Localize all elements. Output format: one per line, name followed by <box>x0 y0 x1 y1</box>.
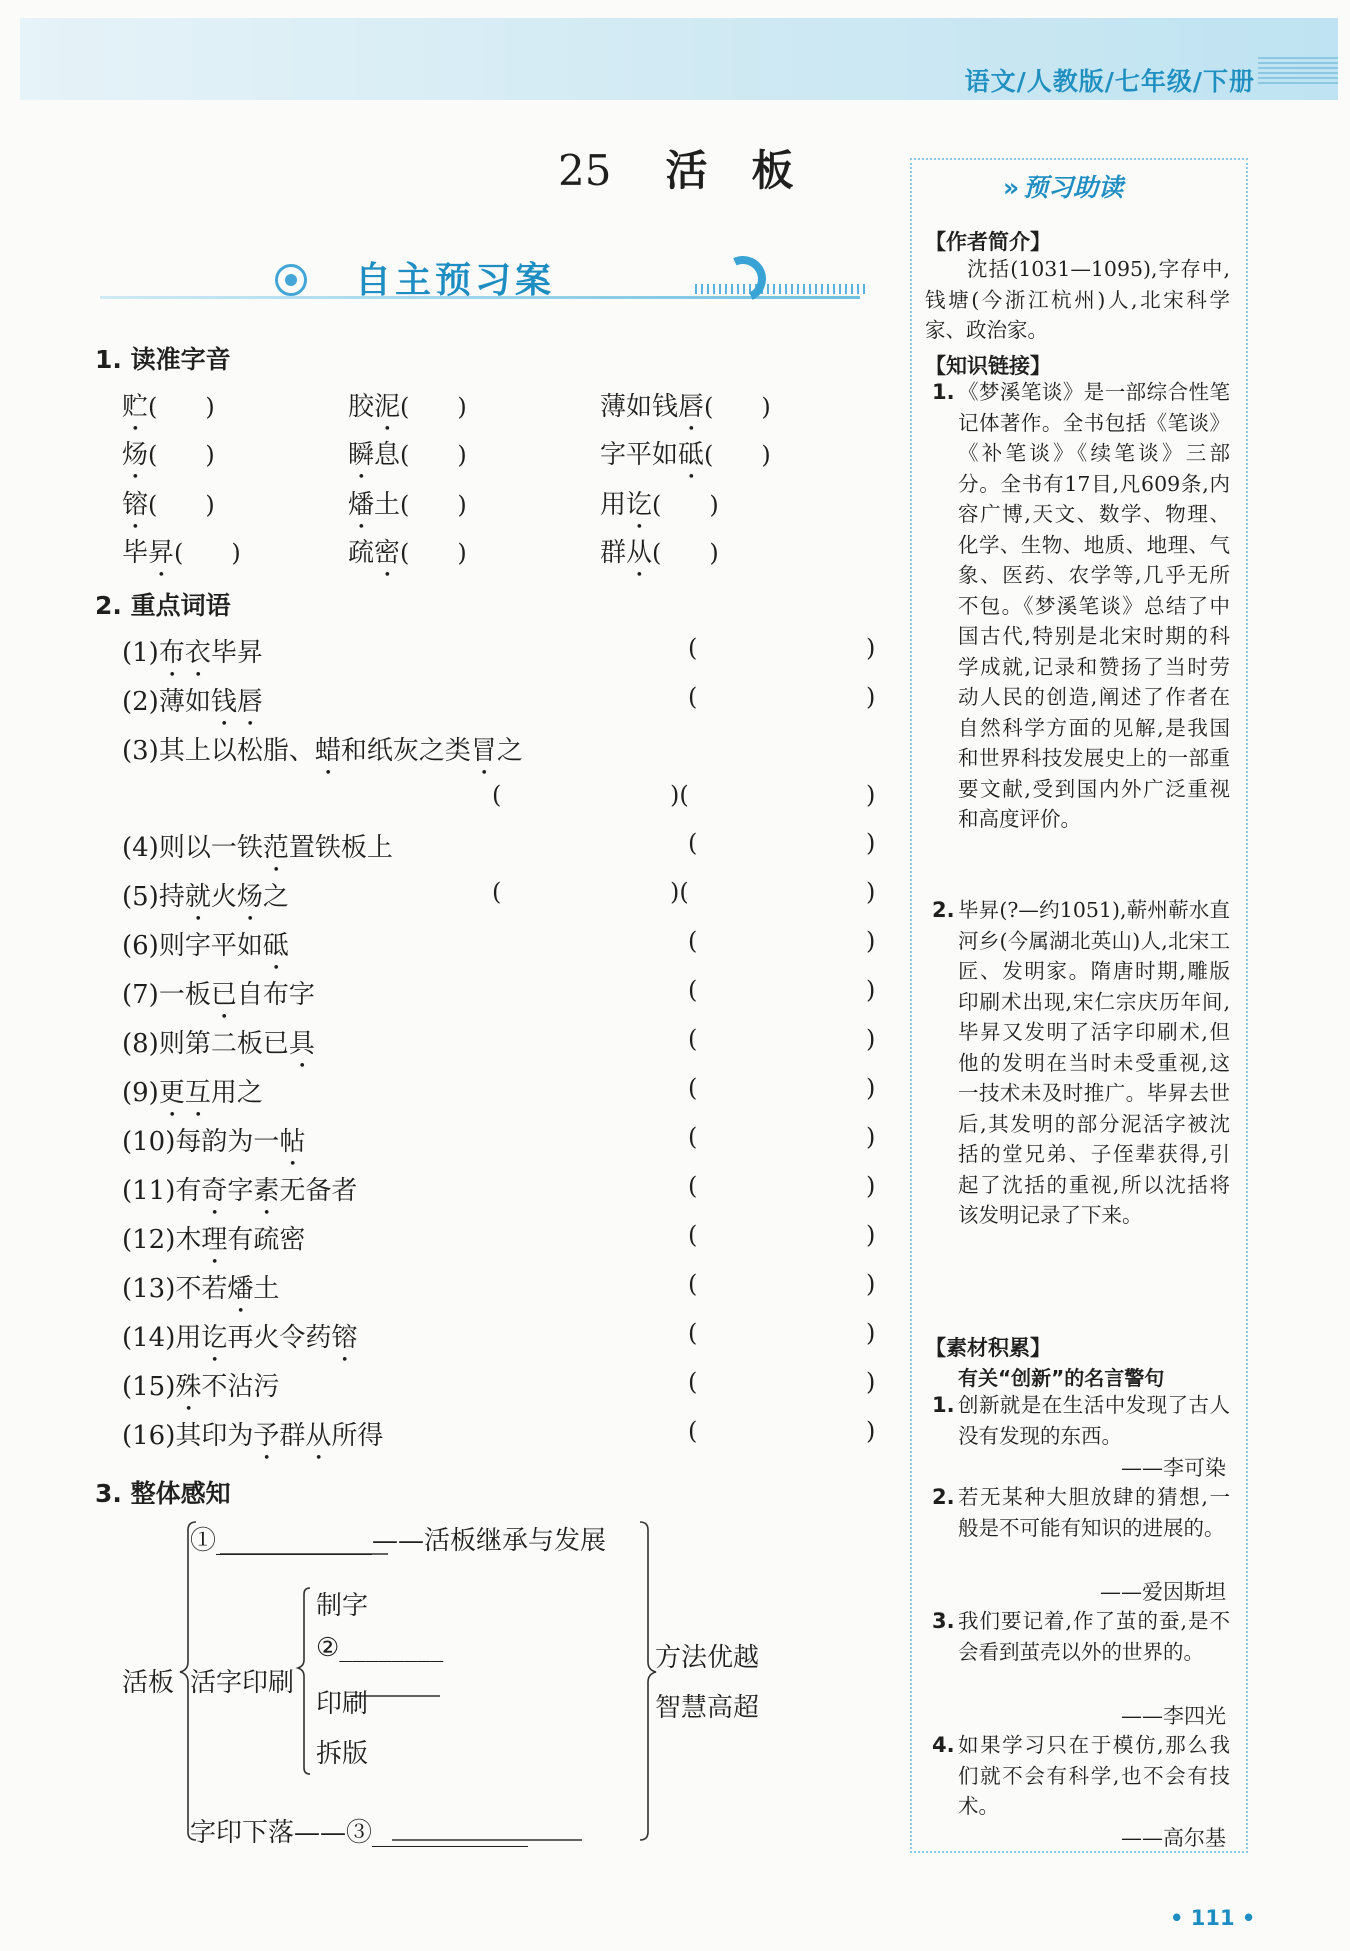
word-item: (6)则字平如砥 <box>122 931 289 961</box>
answer-blank-open: ( <box>688 1417 698 1445</box>
quote-4-text: 如果学习只在于模仿,那么我们就不会有科学,也不会有技术。 <box>958 1733 1230 1818</box>
diagram-branch-1: ①____________——活板继承与发展 <box>190 1526 607 1556</box>
answer-blank-close: ) <box>866 634 876 662</box>
answer-blank-close: ) <box>866 683 876 711</box>
diagram-right-1: 方法优越 <box>655 1643 760 1673</box>
pron-item: 燔土( ) <box>348 490 467 520</box>
word-item: (5)持就火炀之 <box>122 882 289 912</box>
answer-blank-close: ) <box>866 1221 876 1249</box>
quote-3-text: 我们要记着,作了茧的蚕,是不会看到茧壳以外的世界的。 <box>958 1609 1230 1664</box>
header-stripes <box>1258 56 1338 84</box>
answer-blank-open: ( <box>688 1270 698 1298</box>
knowledge-1-num: 1. <box>932 380 955 404</box>
diagram-branch-2: 活字印刷 <box>190 1668 295 1698</box>
answer-blank-close: ) <box>866 1368 876 1396</box>
answer-blank-close: ) <box>866 1270 876 1298</box>
knowledge-heading: 【知识链接】 <box>925 354 1051 378</box>
knowledge-2-text: 毕昇(?—约1051),蕲州蕲水直河乡(今属湖北英山)人,北宋工匠、发明家。隋唐时期,雕版印刷术出现,宋仁宗庆历年间,毕昇又发明了活字印刷术,但他的发明在当时未受重视,这一技术未及时推广。毕昇去世后,其发明的部分泥活字被沈括的堂兄弟、子侄辈获得,引起了沈括的重视,所以沈括将该发明记录了下来。 <box>958 898 1230 1227</box>
quote-3-num: 3. <box>932 1609 955 1633</box>
lesson-number: 25 <box>558 146 612 195</box>
diagram-sub-2: ②________ <box>316 1633 444 1663</box>
answer-blank-close: ) <box>866 781 876 809</box>
quote-2-num: 2. <box>932 1485 955 1509</box>
answer-blank-open: ( <box>688 1368 698 1396</box>
answer-blank-open: ( <box>688 1172 698 1200</box>
answer-blank-open: ( <box>688 1025 698 1053</box>
pron-item: 胶泥( ) <box>348 392 467 422</box>
diagram-right-2: 智慧高超 <box>655 1693 760 1723</box>
pron-item: 群从( ) <box>600 538 719 568</box>
quote-1-author: ——李可染 <box>1121 1456 1226 1480</box>
answer-blank-close: ) <box>866 1074 876 1102</box>
word-item: (13)不若燔土 <box>122 1274 280 1304</box>
pron-item: 疏密( ) <box>348 538 467 568</box>
word-item: (10)每韵为一帖 <box>122 1127 306 1157</box>
answer-blank-divider: )( <box>670 878 689 906</box>
answer-blank-open: ( <box>688 1319 698 1347</box>
material-heading: 【素材积累】 <box>925 1336 1051 1360</box>
answer-blank-open: ( <box>688 1123 698 1151</box>
pron-item: 用讫( ) <box>600 490 719 520</box>
swirl-icon <box>714 250 773 309</box>
answer-blank-open: ( <box>688 976 698 1004</box>
knowledge-1-text: 《梦溪笔谈》是一部综合性笔记体著作。全书包括《笔谈》《补笔谈》《续笔谈》三部分。全书有17目,凡609条,内容广博,天文、数学、物理、化学、生物、地质、地理、气象、医药、农学等,几乎无所不包。《梦溪笔谈》总结了中国古代,特别是北宋时期的科学成就,记录和赞扬了当时劳动人民的创造,阐述了作者在自然科学方面的见解,是我国和世界科技发展史上的一部重要文献,受到国内外广泛重视和高度评价。 <box>958 380 1230 831</box>
quote-4-author: ——高尔基 <box>1121 1826 1226 1850</box>
word-item: (14)用讫再火令药镕 <box>122 1323 358 1353</box>
knowledge-2-num: 2. <box>932 898 955 922</box>
page-number: • 111 • <box>1170 1906 1256 1930</box>
word-item: (12)木理有疏密 <box>122 1225 306 1255</box>
diagram-sub-3: 印刷 <box>316 1689 369 1719</box>
answer-blank-open: ( <box>492 878 502 906</box>
diagram-root: 活板 <box>122 1668 175 1698</box>
word-item: (16)其印为予群从所得 <box>122 1421 384 1451</box>
answer-blank-open: ( <box>688 683 698 711</box>
author-heading: 【作者简介】 <box>925 230 1051 254</box>
lesson-name: 活板 <box>665 146 838 195</box>
answer-blank-open: ( <box>688 927 698 955</box>
diagram-sub-4: 拆版 <box>316 1739 369 1769</box>
answer-blank-open: ( <box>688 634 698 662</box>
book-series-label: 语文/人教版/七年级/下册 <box>964 67 1255 96</box>
pron-item: 薄如钱唇( ) <box>600 392 771 422</box>
target-icon <box>275 264 307 296</box>
answer-blank-close: ) <box>866 1319 876 1347</box>
section-heading-key-words: 2. 重点词语 <box>95 591 231 620</box>
answer-blank-close: ) <box>866 1025 876 1053</box>
sidebar-title: » 预习助读 <box>1003 173 1124 202</box>
pron-item: 毕昇( ) <box>122 538 241 568</box>
pron-item: 炀( ) <box>122 440 215 470</box>
answer-blank-open: ( <box>688 1221 698 1249</box>
word-item: (2)薄如钱唇 <box>122 687 263 717</box>
banner-title: 自主预习案 <box>355 260 556 301</box>
quote-2-author: ——爱因斯坦 <box>1100 1580 1226 1604</box>
answer-blank-close: ) <box>866 829 876 857</box>
pron-item: 字平如砥( ) <box>600 440 771 470</box>
section-heading-overview: 3. 整体感知 <box>95 1479 231 1508</box>
quote-1-text: 创新就是在生活中发现了古人没有发现的东西。 <box>958 1393 1230 1448</box>
word-item: (9)更互用之 <box>122 1078 263 1108</box>
answer-blank-open: ( <box>688 1074 698 1102</box>
word-item: (8)则第二板已具 <box>122 1029 315 1059</box>
quote-1-num: 1. <box>932 1393 955 1417</box>
pron-item: 瞬息( ) <box>348 440 467 470</box>
word-item: (3)其上以松脂、蜡和纸灰之类冒之 <box>122 736 523 766</box>
answer-blank-close: ) <box>866 1172 876 1200</box>
word-item: (11)有奇字素无备者 <box>122 1176 358 1206</box>
quote-4-num: 4. <box>932 1733 955 1757</box>
lesson-title <box>558 138 837 198</box>
author-text: 沈括(1031—1095),字存中,钱塘(今浙江杭州)人,北宋科学家、政治家。 <box>925 257 1230 342</box>
answer-blank-close: ) <box>866 1417 876 1445</box>
answer-blank-open: ( <box>688 829 698 857</box>
material-subheading: 有关“创新”的名言警句 <box>958 1366 1165 1390</box>
diagram-sub-1: 制字 <box>316 1591 369 1621</box>
answer-blank-open: ( <box>492 781 502 809</box>
quote-2-text: 若无某种大胆放肆的猜想,一般是不可能有知识的进展的。 <box>958 1485 1230 1540</box>
answer-blank-close: ) <box>866 976 876 1004</box>
diagram-branch-3: 字印下落——③____________ <box>190 1818 529 1848</box>
answer-blank-close: ) <box>866 1123 876 1151</box>
section-heading-pronunciation: 1. 读准字音 <box>95 345 231 374</box>
bracket-printing <box>298 1588 310 1774</box>
pron-item: 贮( ) <box>122 392 215 422</box>
answer-blank-divider: )( <box>670 781 689 809</box>
pron-item: 镕( ) <box>122 490 215 520</box>
answer-blank-close: ) <box>866 878 876 906</box>
word-item: (15)殊不沾污 <box>122 1372 280 1402</box>
answer-blank-close: ) <box>866 927 876 955</box>
bracket-right <box>640 1522 656 1840</box>
quote-3-author: ——李四光 <box>1121 1704 1226 1728</box>
word-item: (7)一板已自布字 <box>122 980 315 1010</box>
word-item: (1)布衣毕昇 <box>122 638 263 668</box>
word-item: (4)则以一铁范置铁板上 <box>122 833 393 863</box>
double-chevron-icon: » <box>1003 173 1020 202</box>
